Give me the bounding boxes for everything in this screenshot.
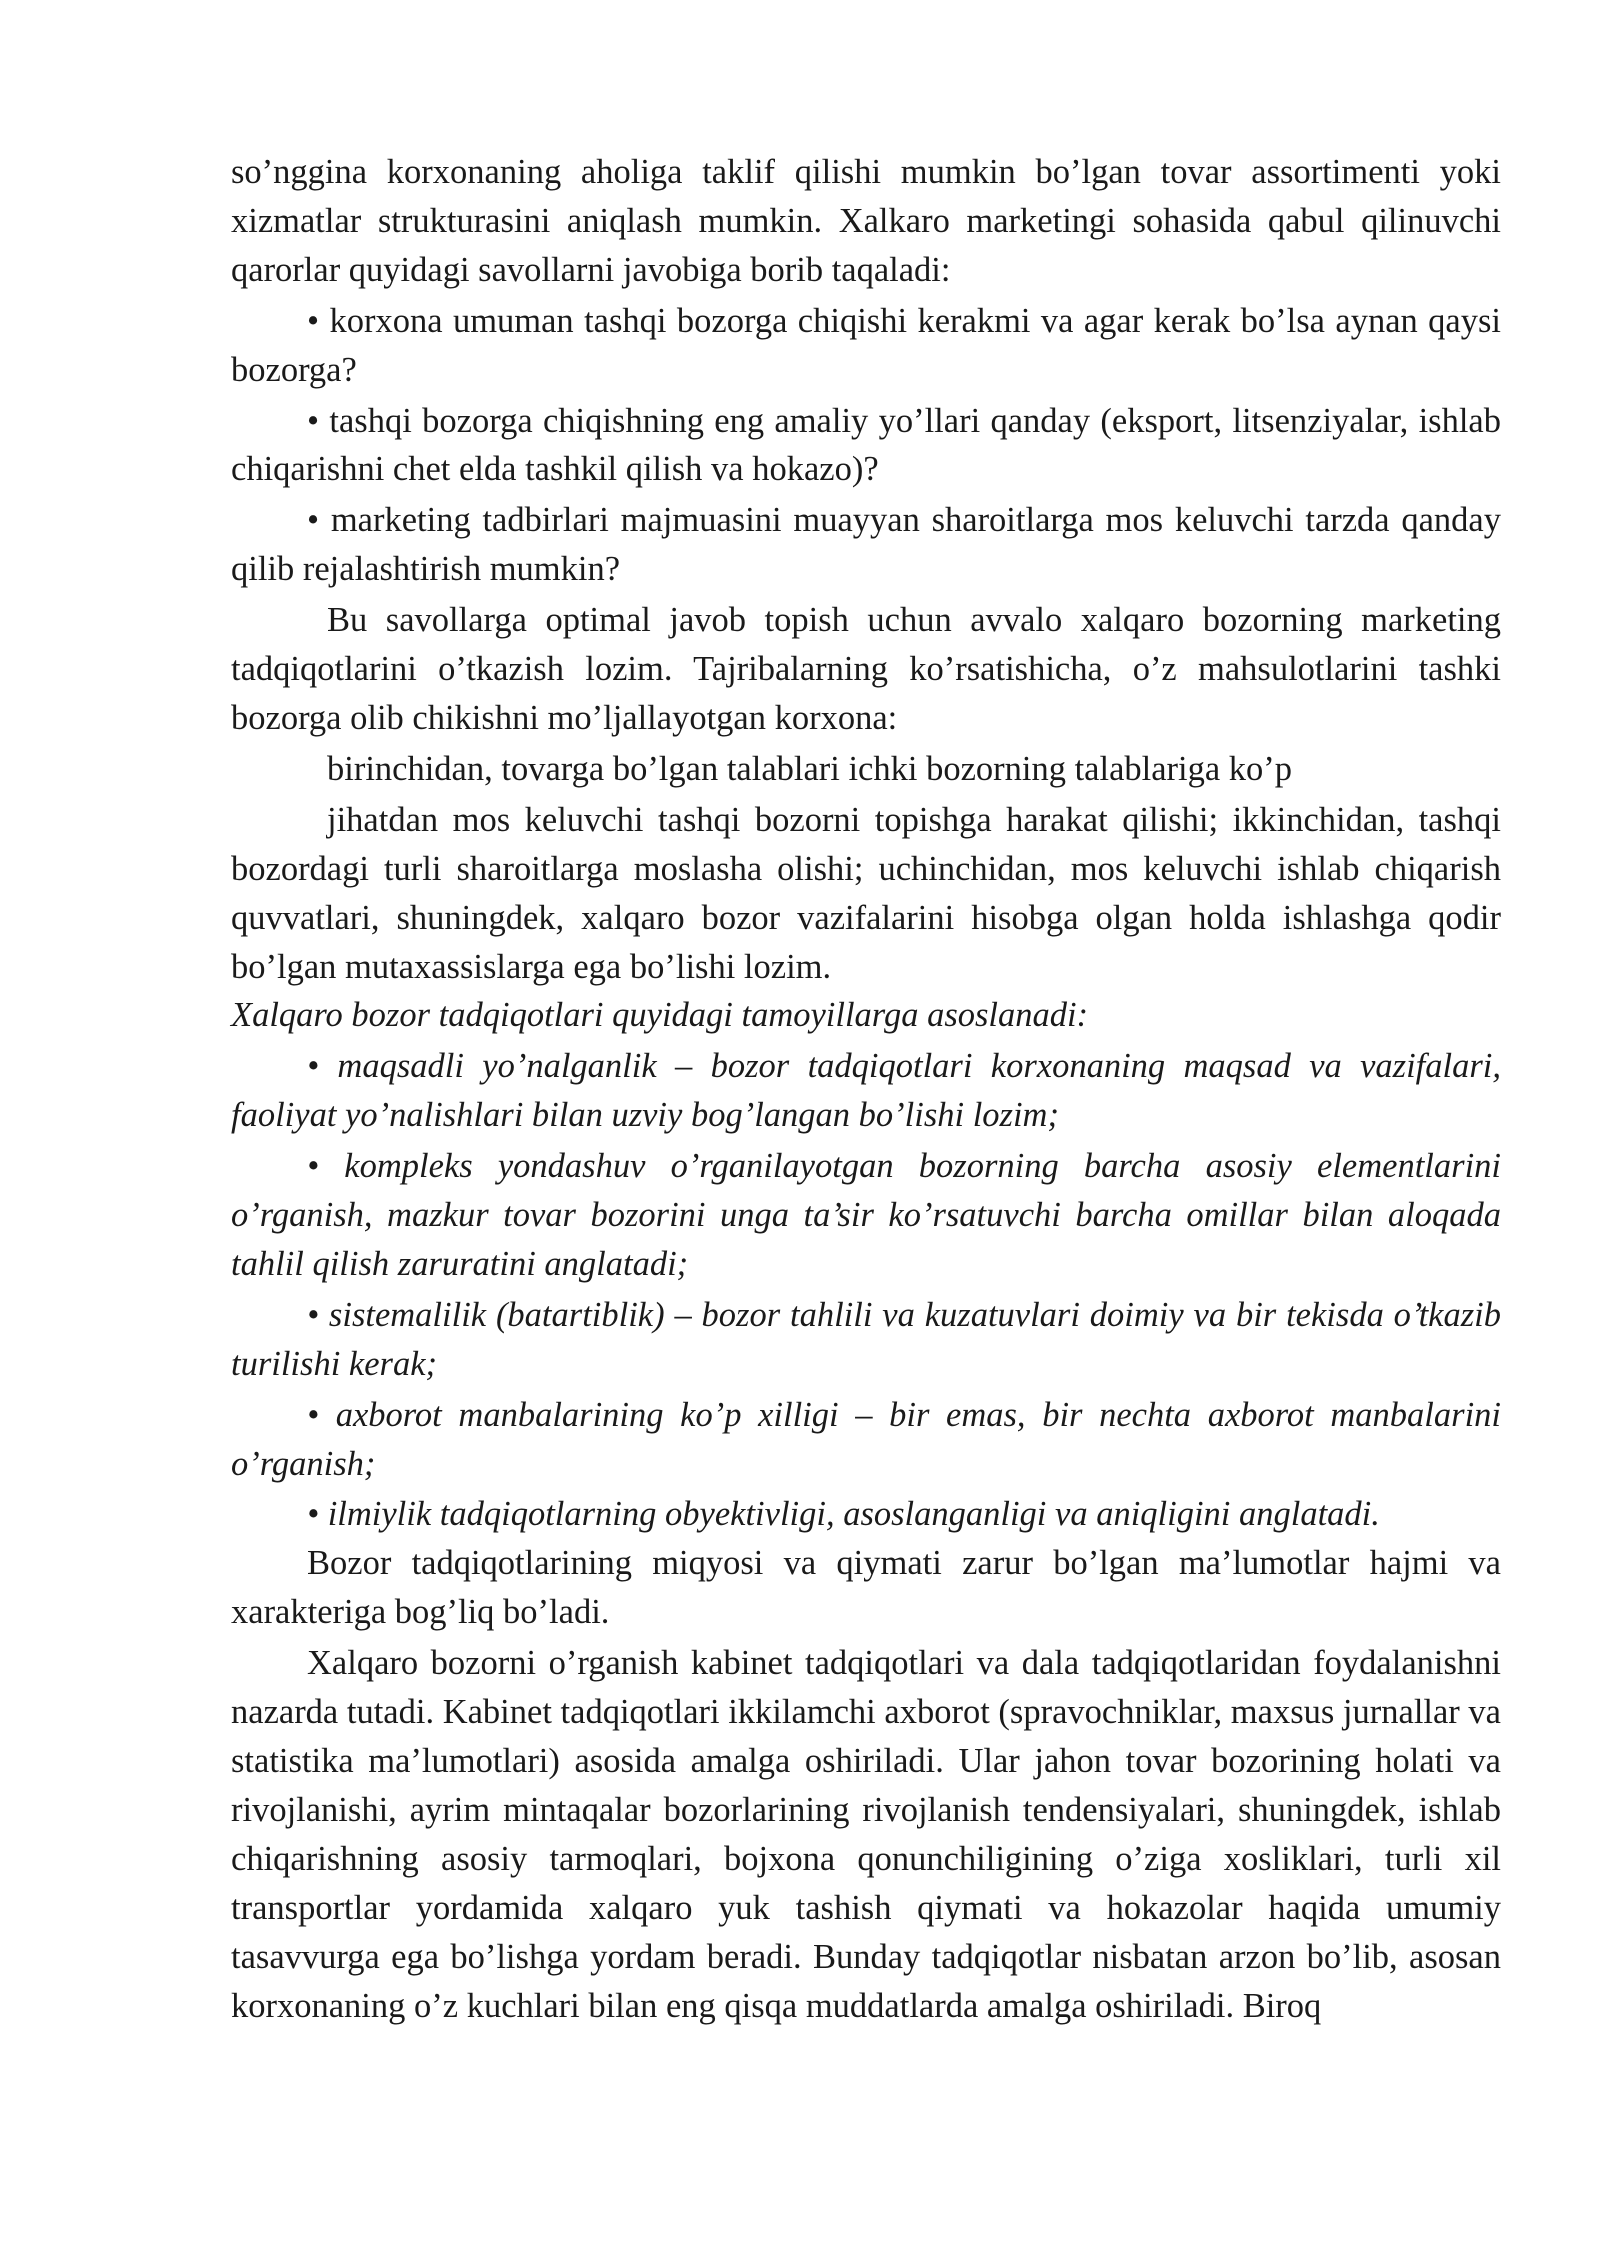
document-page xyxy=(231,148,1501,2030)
bullet-question-3: • marketing tadbirlari majmuasini muayyan sharoitlarga mos keluvchi tarzda qanday qilib rejalashtirish mumkin? xyxy=(231,501,1501,589)
paragraph-scope: Bozor tadqiqotlarining miqyosi va qiymati zarur bo’lgan ma’lumotlar hajmi va xarakteriga bog’liq bo’ladi. xyxy=(231,1544,1501,1632)
bullet-principle-1: • maqsadli yo’nalganlik – bozor tadqiqotlari korxonaning maqsad va vazifalari, faoliyat yo’nalishlari bilan uzviy bog’langan bo’lishi lozim; xyxy=(231,1047,1501,1135)
paragraph-requirements: jihatdan mos keluvchi tashqi bozorni topishga harakat qilishi; ikkinchidan, tashqi bozordagi turli sharoitlarga moslasha olishi; uchinchidan, mos keluvchi ishlab chiqarish quvvatlari, shuningdek, xalqaro bozor vazifalarini hisobga olgan holda ishlashga qodir bo’lgan mutaxassislarga ega bo’lishi lozim. xyxy=(231,800,1501,986)
paragraph-research-need: Bu savollarga optimal javob topish uchun avvalo xalqaro bozorning marketing tadqiqotlarini o’tkazish lozim. Tajribalarning ko’rsatishicha, o’z mahsulotlarini tashki bozorga olib chikishni mo’ljallayotgan korxona: xyxy=(231,601,1501,737)
bullet-principle-5: • ilmiylik tadqiqotlarning obyektivligi, asoslanganligi va aniqligini anglatadi. xyxy=(307,1495,1380,1534)
bullet-principle-2: • kompleks yondashuv o’rganilayotgan bozorning barcha asosiy elementlarini o’rganish, mazkur tovar bozorini unga ta’sir ko’rsatuvchi barcha omillar bilan aloqada tahlil qilish zaruratini anglatadi; xyxy=(231,1147,1501,1283)
paragraph-first-requirement: birinchidan, tovarga bo’lgan talablari ichki bozorning talablariga ko’p xyxy=(327,749,1293,788)
bullet-principle-4: • axborot manbalarining ko’p xilligi – bir emas, bir nechta axborot manbalarini o’rganish; xyxy=(231,1395,1501,1483)
paragraph-desk-research: Xalqaro bozorni o’rganish kabinet tadqiqotlari va dala tadqiqotlaridan foydalanishni nazarda tutadi. Kabinet tadqiqotlari ikkilamchi axborot (spravochniklar, maxsus jurnallar va statistika ma’lumotlari) asosida amalga oshiriladi. Ular jahon tovar bozorining holati va rivojlanishi, ayrim mintaqalar bozorlarining rivojlanish tendensiyalari, shuningdek, ishlab chiqarishning asosiy tarmoqlari, bojxona qonunchiligining o’ziga xosliklari, turli xil transportlar yordamida xalqaro yuk tashish qiymati va hokazolar haqida umumiy tasavvurga ega bo’lishga yordam beradi. Bunday tadqiqotlar nisbatan arzon bo’lib, asosan korxonaning o’z kuchlari bilan eng qisqa muddatlarda amalga oshiriladi. Biroq xyxy=(231,1644,1501,2025)
paragraph-intro: so’nggina korxonaning aholiga taklif qilishi mumkin bo’lgan tovar assortimenti yoki xizmatlar strukturasini aniqlash mumkin. Xalkaro marketingi sohasida qabul qilinuvchi qarorlar quyidagi savollarni javobiga borib taqaladi: xyxy=(231,153,1501,289)
bullet-question-2: • tashqi bozorga chiqishning eng amaliy yo’llari qanday (eksport, litsenziyalar, ishlab chiqarishni chet elda tashkil qilish va hokazo)? xyxy=(231,401,1501,489)
bullet-principle-3: • sistemalilik (batartiblik) – bozor tahlili va kuzatuvlari doimiy va bir tekisda o’tkazib turilishi kerak; xyxy=(231,1295,1501,1383)
principles-heading: Xalqaro bozor tadqiqotlari quyidagi tamoyillarga asoslanadi: xyxy=(231,996,1089,1035)
bullet-question-1: • korxona umuman tashqi bozorga chiqishi kerakmi va agar kerak bo’lsa aynan qaysi bozorga? xyxy=(231,301,1501,389)
